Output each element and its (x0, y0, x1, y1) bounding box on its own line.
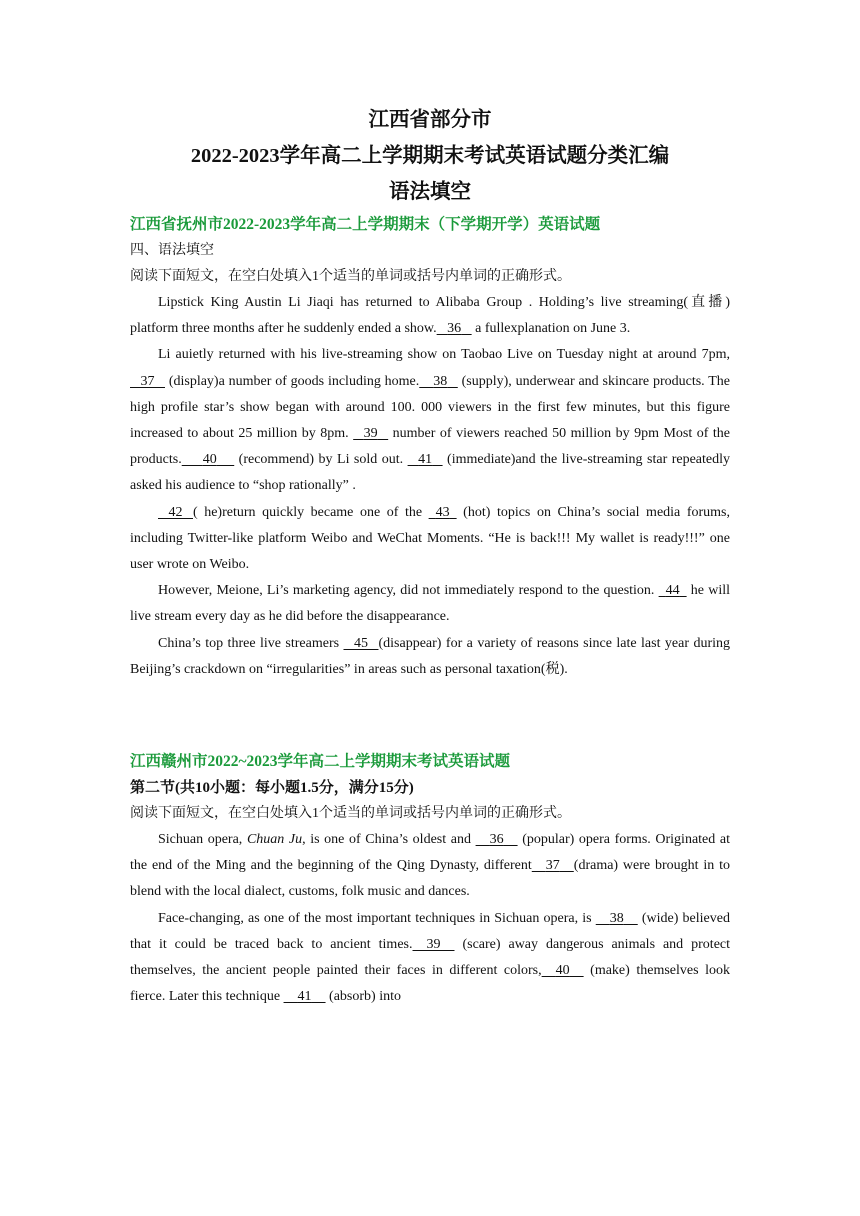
blank-number: 39 (426, 936, 441, 952)
text: However, Meione, Li’s marketing agency, did not immediately respond to the question. (158, 583, 659, 599)
blank-36 (476, 827, 518, 853)
text: (hot) topics on China’s social media forums, including Twitter-like platform Weibo and WeChat Moments. “He is back!!! My wallet is ready!!!” one user wrote on Weibo. (130, 504, 730, 573)
text: , is one of China’s oldest and (302, 832, 476, 848)
s2-paragraph-1 (130, 827, 730, 906)
doc-title-line3: 语法填空 (389, 181, 471, 203)
text: (drama) were brought in to blend with the local dialect, customs, folk music and dances. (130, 858, 730, 900)
doc-title-line2: 2022-2023学年高二上学期期末考试英语试题分类汇编 (190, 145, 670, 167)
blank-number: 36 (447, 321, 462, 337)
text: ( he)return quickly became one of the (193, 504, 429, 520)
blank-number: 40 (202, 452, 217, 468)
blank-37 (130, 369, 165, 395)
text: Lipstick King Austin Li Jiaqi has returned to Alibaba Group . Holding’s live streaming(直播) platform three months after he suddenly ended a show. (130, 295, 730, 337)
blank-number: 45 (354, 635, 368, 651)
text: (immediate)and the live-streaming star repeatedly asked his audience to “shop rationally” . (130, 452, 730, 494)
blank-43 (429, 500, 457, 526)
text: (recommend) by Li sold out. (234, 452, 408, 468)
blank-38 (596, 906, 638, 932)
text: Sichuan opera, (158, 832, 247, 848)
blank-number: 36 (489, 832, 504, 848)
section1-title: 江西省抚州市2022-2023学年高二上学期期末（下学期开学）英语试题 (130, 216, 601, 233)
blank-number: 41 (418, 452, 433, 468)
blank-number: 41 (297, 989, 312, 1005)
blank-number: 44 (665, 583, 680, 599)
text: (absorb) into (325, 989, 401, 1005)
blank-39 (353, 421, 388, 447)
blank-number: 37 (140, 373, 155, 389)
blank-40 (182, 447, 235, 473)
blank-39 (413, 932, 455, 958)
text: a fullexplanation on June 3. (471, 321, 631, 337)
text: (supply), underwear and skincare products. The high profile star’s show began with around 100. 000 viewers in the first few minutes, but this figure increased to about 25 million by 8pm. (130, 373, 731, 442)
text: (wide) believed that it could be traced back to ancient times. (130, 910, 730, 952)
section2-instruction: 阅读下面短文，在空白处填入1个适当的单词或括号内单词的正确形式。 (130, 806, 571, 822)
section-gap (130, 683, 730, 749)
italic-term: Chuan Ju (246, 832, 303, 848)
s1-paragraph-2 (130, 342, 730, 499)
document-page (130, 102, 730, 1010)
blank-41 (408, 447, 443, 473)
blank-42 (158, 500, 193, 526)
text: he will live stream every day as he did before the disappearance. (130, 583, 730, 625)
s1-paragraph-5 (130, 631, 730, 683)
blank-38 (419, 369, 458, 395)
text: (make) themselves look fierce. Later this technique (130, 963, 730, 1005)
blank-37 (532, 853, 574, 879)
text: (popular) opera forms. Originated at the end of the Ming and the beginning of the Qing Dynasty, different (130, 832, 730, 874)
blank-44 (659, 578, 687, 604)
text: Face-changing, as one of the most important techniques in Sichuan opera, is (158, 910, 596, 926)
doc-title-line1: 江西省部分市 (368, 109, 492, 131)
blank-number: 42 (168, 504, 183, 520)
blank-number: 40 (555, 963, 570, 979)
s2-paragraph-2 (130, 906, 730, 1011)
blank-number: 38 (433, 373, 448, 389)
blank-number: 37 (545, 858, 560, 874)
blank-40 (542, 958, 584, 984)
section2-part: 第二节(共10小题：每小题1.5分，满分15分) (130, 780, 414, 797)
blank-number: 39 (363, 426, 378, 442)
blank-41 (284, 984, 326, 1010)
text: (display)a number of goods including home. (165, 373, 420, 389)
text: number of viewers reached 50 million by 9pm Most of the products. (130, 426, 731, 468)
blank-number: 43 (435, 504, 450, 520)
blank-number: 38 (609, 910, 624, 926)
section1-part: 四、语法填空 (130, 243, 214, 258)
text: (scare) away dangerous animals and protect themselves, the ancient people painted their faces in different colors, (130, 936, 731, 979)
text: China’s top three live streamers (158, 635, 344, 651)
text: (disappear) for a variety of reasons since late last year during Beijing’s crackdown on “irregularities” in areas such as personal taxation(税). (130, 635, 730, 677)
s1-paragraph-1 (130, 290, 730, 342)
s1-paragraph-3 (130, 500, 730, 579)
text: Li auietly returned with his live-streaming show on Taobao Live on Tuesday night at around 7pm, (158, 347, 730, 363)
blank-36 (437, 316, 472, 342)
s1-paragraph-4 (130, 578, 730, 630)
section2-title: 江西赣州市2022~2023学年高二上学期期末考试英语试题 (130, 753, 511, 771)
section1-instruction: 阅读下面短文，在空白处填入1个适当的单词或括号内单词的正确形式。 (130, 269, 571, 284)
blank-45 (344, 631, 379, 657)
